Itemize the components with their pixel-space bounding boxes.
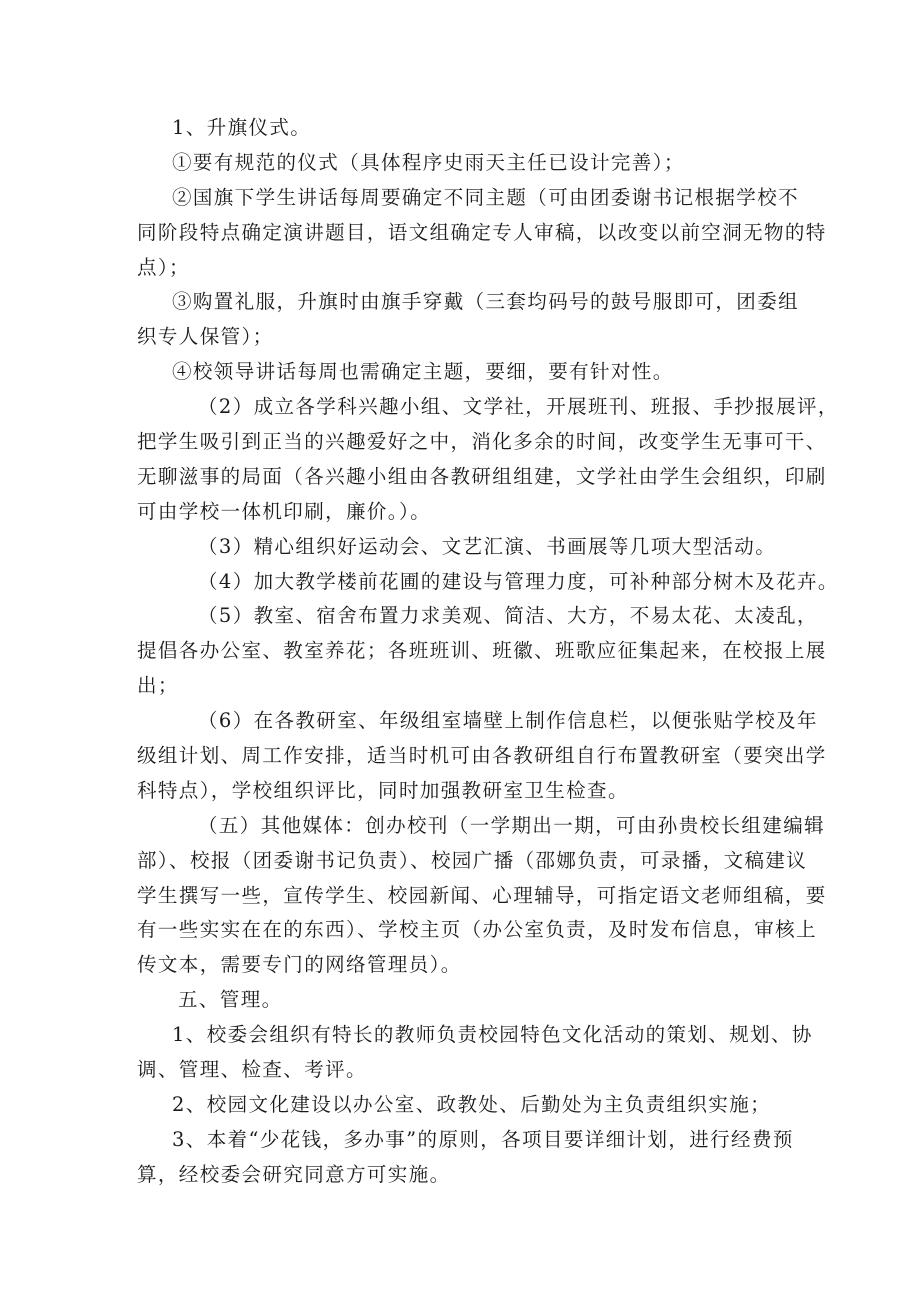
text-line: （五）其他媒体：创办校刊（一学期出一期，可由孙贵校长组建编辑 — [198, 814, 826, 837]
text-line: ③购置礼服，升旗时由旗手穿戴（三套均码号的鼓号服即可，团委组 — [172, 290, 800, 313]
text-line: 算，经校委会研究同意方可实施。 — [137, 1163, 451, 1186]
text-line: 1、升旗仪式。 — [172, 116, 312, 139]
text-line: 无聊滋事的局面（各兴趣小组由各教研组组建，文学社由学生会组织，印刷 — [137, 465, 827, 488]
text-line: ②国旗下学生讲话每周要确定不同主题（可由团委谢书记根据学校不 — [172, 186, 800, 209]
section-heading: 五、管理。 — [178, 988, 283, 1011]
text-line: 提倡各办公室、教室养花；各班班训、班徽、班歌应征集起来，在校报上展 — [137, 639, 827, 662]
text-line: 2、校园文化建设以办公室、政教处、后勤处为主负责组织实施； — [172, 1093, 772, 1116]
text-line: （6）在各教研室、年级组室墙壁上制作信息栏，以便张贴学校及年 — [198, 709, 818, 732]
text-line: （4）加大教学楼前花圃的建设与管理力度，可补种部分树木及花卉。 — [198, 570, 839, 593]
text-line: 出； — [137, 674, 179, 697]
text-line: 1、校委会组织有特长的教师负责校园特色文化活动的策划、规划、协 — [172, 1023, 813, 1046]
text-line: 科特点），学校组织评比，同时加强教研室卫生检查。 — [137, 779, 629, 802]
text-line: 学生撰写一些，宣传学生、校园新闻、心理辅导，可指定语文老师组稿，要 — [137, 884, 827, 907]
text-line: 把学生吸引到正当的兴趣爱好之中，消化多余的时间，改变学生无事可干、 — [137, 430, 827, 453]
text-line: 可由学校一体机印刷，廉价。）。 — [137, 500, 432, 523]
text-line: （5）教室、宿舍布置力求美观、简洁、大方，不易太花、太凌乱， — [198, 604, 818, 627]
text-line: 有一些实实在在的东西）、学校主页（办公室负责，及时发布信息，审核上 — [137, 918, 817, 941]
text-line: 点）； — [137, 256, 190, 279]
text-line: 同阶段特点确定演讲题目，语文组确定专人审稿，以改变以前空洞无物的特 — [137, 221, 827, 244]
text-line: 调、管理、检查、考评。 — [137, 1058, 367, 1081]
text-line: 织专人保管）； — [137, 325, 274, 348]
text-line: （2）成立各学科兴趣小组、文学社，开展班刊、班报、手抄报展评， — [198, 395, 839, 418]
text-line: ④校领导讲话每周也需确定主题，要细，要有针对性。 — [172, 360, 674, 383]
text-line: （3）精心组织好运动会、文艺汇演、书画展等几项大型活动。 — [198, 535, 777, 558]
text-line: 传文本，需要专门的网络管理员）。 — [137, 953, 462, 976]
text-line: ①要有规范的仪式（具体程序史雨天主任已设计完善）； — [172, 151, 685, 174]
text-line: 部）、校报（团委谢书记负责）、校园广播（邵娜负责，可录播，文稿建议 — [137, 849, 808, 872]
text-line: 3、本着“少花钱，多办事”的原则，各项目要详细计划，进行经费预 — [172, 1128, 794, 1151]
text-line: 级组计划、周工作安排，适当时机可由各教研组自行布置教研室（要突出学 — [137, 744, 827, 767]
